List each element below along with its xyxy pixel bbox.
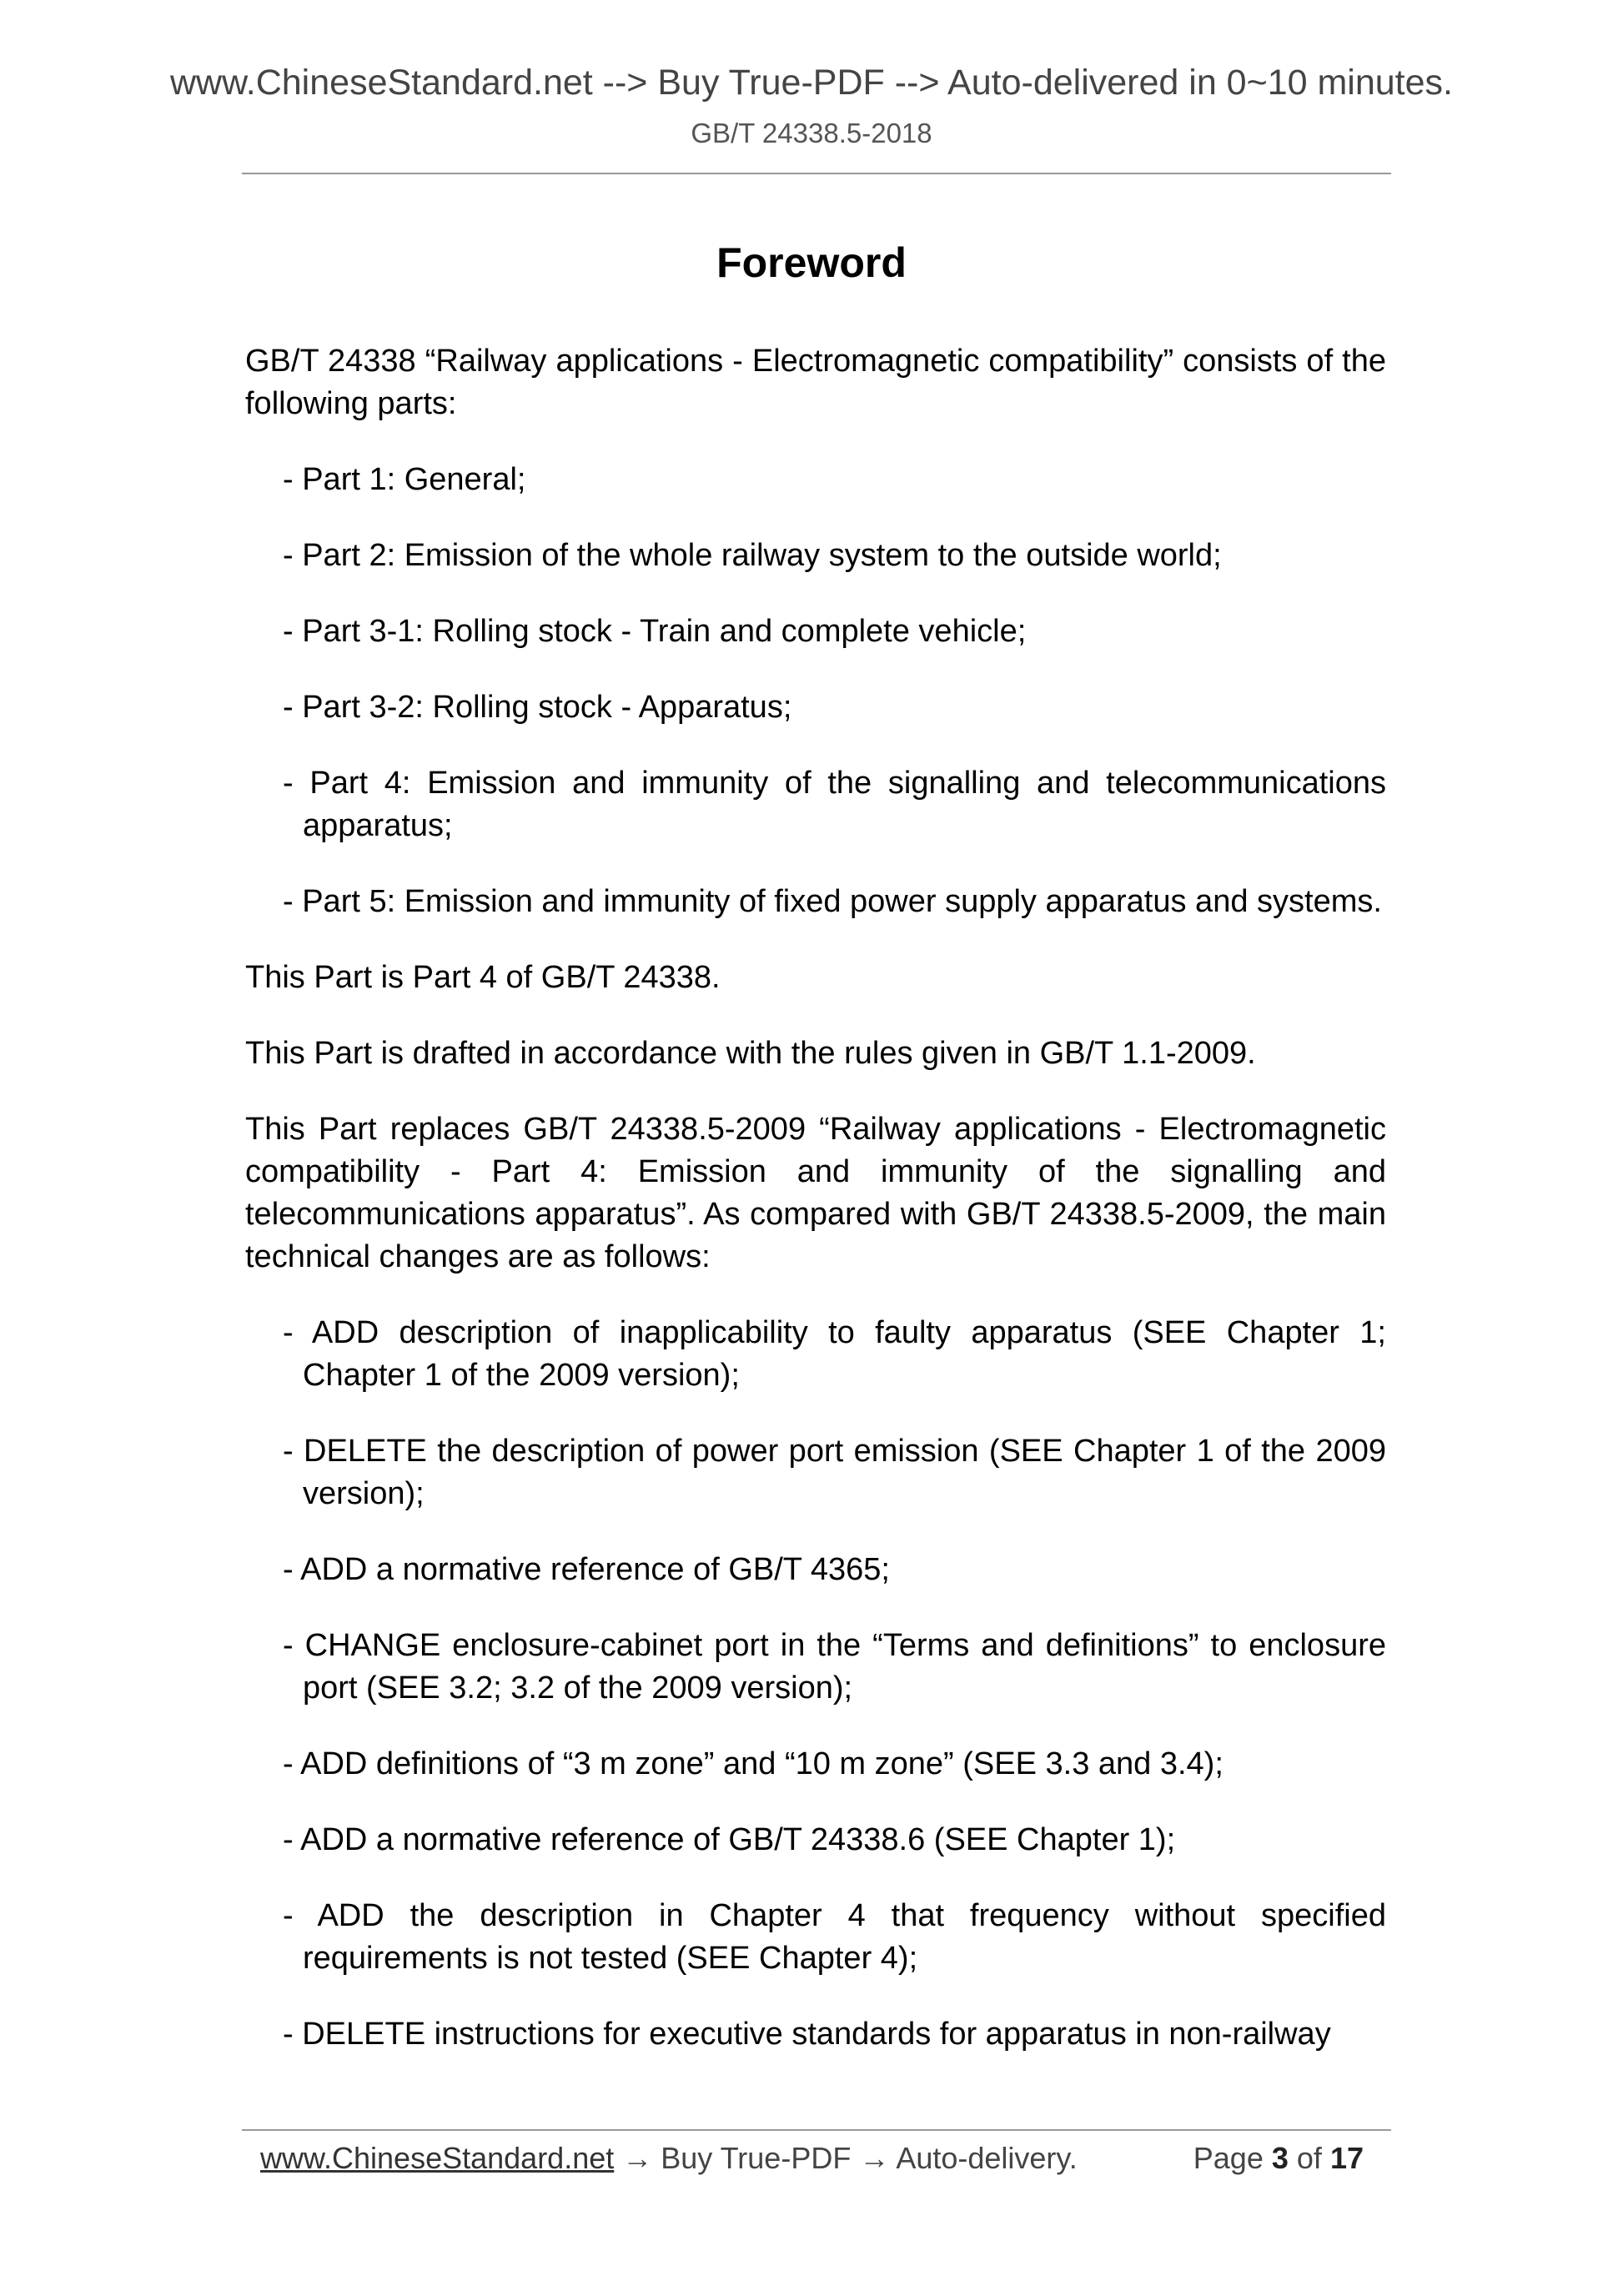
list-item-part-1: - Part 1: General; xyxy=(283,462,526,497)
footer-promo xyxy=(260,2138,1078,2179)
list-item-part-2: - Part 2: Emission of the whole railway system to the outside world; xyxy=(283,538,1222,573)
header-banner: www.ChineseStandard.net --> Buy True-PDF --> Auto-delivered in 0~10 minutes. xyxy=(169,63,1453,103)
list-item-part-5: - Part 5: Emission and immunity of fixed power supply apparatus and systems. xyxy=(283,884,1382,919)
footer-website-link[interactable]: www.ChineseStandard.net xyxy=(260,2141,615,2175)
header-divider xyxy=(242,173,1391,174)
statement-paragraph: This Part is drafted in accordance with the rules given in GB/T 1.1-2009. xyxy=(245,1036,1256,1071)
change-item: - ADD definitions of “3 m zone” and “10 m zone” (SEE 3.3 and 3.4); xyxy=(283,1746,1224,1781)
list-item-part-3-2: - Part 3-2: Rolling stock - Apparatus; xyxy=(283,690,792,725)
change-item: - ADD a normative reference of GB/T 4365; xyxy=(283,1552,890,1587)
statement-paragraph: This Part is Part 4 of GB/T 24338. xyxy=(245,960,721,995)
footer-divider xyxy=(242,2129,1391,2131)
change-item: - ADD the description in Chapter 4 that frequency without specified requirements is not tested (SEE Chapter 4); xyxy=(283,1898,1386,1976)
change-item: - DELETE the description of power port emission (SEE Chapter 1 of the 2009 version); xyxy=(283,1434,1386,1511)
intro-paragraph: GB/T 24338 “Railway applications - Electromagnetic compatibility” consists of the following parts: xyxy=(245,344,1386,421)
current-page-number: 3 xyxy=(1271,2141,1289,2175)
page-footer xyxy=(260,2138,1364,2179)
list-item-part-3-1: - Part 3-1: Rolling stock - Train and complete vehicle; xyxy=(283,614,1027,649)
total-pages-number: 17 xyxy=(1329,2141,1364,2175)
footer-promo-text: → Buy True-PDF → Auto-delivery. xyxy=(614,2141,1078,2175)
change-item: - DELETE instructions for executive standards for apparatus in non-railway xyxy=(283,2017,1331,2052)
change-item: - CHANGE enclosure-cabinet port in the “Terms and definitions” to enclosure port (SEE 3.2; 3.2 of the 2009 version); xyxy=(283,1628,1386,1706)
page-label: Page xyxy=(1193,2141,1264,2175)
standard-code: GB/T 24338.5-2018 xyxy=(691,118,932,148)
of-label: of xyxy=(1296,2141,1322,2175)
statement-paragraph: This Part replaces GB/T 24338.5-2009 “Railway applications - Electromagnetic compatibility - Part 4: Emission and immunity of the signalling and telecommunications apparatus”. As compared with GB/T 24338.5-2009, the main technical changes are as follows: xyxy=(245,1112,1386,1274)
page-title: Foreword xyxy=(716,239,907,286)
page-indicator xyxy=(1193,2138,1364,2179)
change-item: - ADD a normative reference of GB/T 24338.6 (SEE Chapter 1); xyxy=(283,1822,1176,1857)
change-item: - ADD description of inapplicability to faulty apparatus (SEE Chapter 1; Chapter 1 of the 2009 version); xyxy=(283,1315,1386,1393)
list-item-part-4: - Part 4: Emission and immunity of the signalling and telecommunications apparatus; xyxy=(283,766,1386,843)
document-body xyxy=(245,340,1386,2056)
